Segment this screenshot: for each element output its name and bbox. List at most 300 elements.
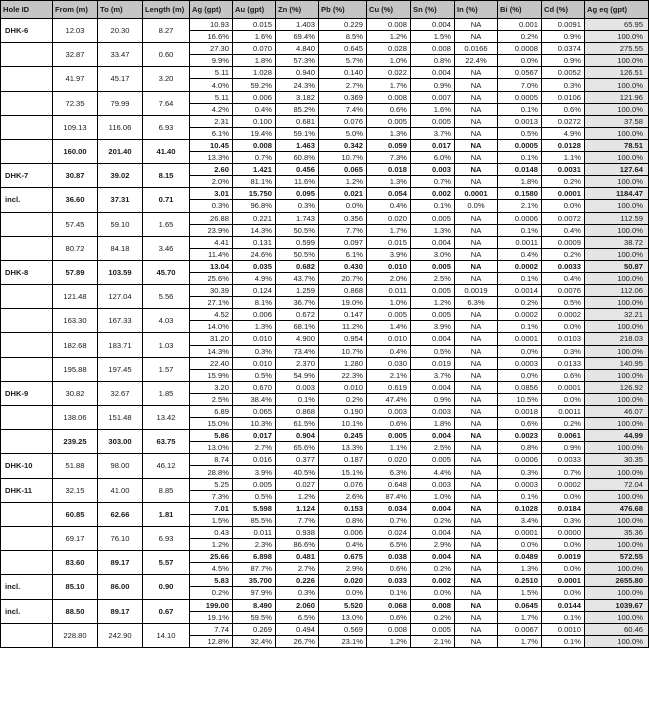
percent-cell-0: 23.9%	[190, 224, 233, 236]
percent-cell-1: 10.3%	[233, 418, 276, 430]
percent-cell-9: 100.0%	[585, 31, 649, 43]
grade-cell-4: 0.028	[367, 43, 411, 55]
grade-cell-4: 0.005	[367, 430, 411, 442]
percent-cell-0: 0.3%	[190, 200, 233, 212]
percent-cell-0: 13.3%	[190, 152, 233, 164]
percent-cell-4: 6.5%	[367, 539, 411, 551]
length-cell: 8.15	[143, 164, 190, 188]
percent-cell-3: 1.2%	[319, 176, 367, 188]
from-cell: 30.82	[53, 381, 98, 405]
grade-cell-0: 7.01	[190, 502, 233, 514]
grade-cell-0: 199.00	[190, 599, 233, 611]
from-cell: 83.60	[53, 551, 98, 575]
grade-cell-9: 30.35	[585, 454, 649, 466]
grade-cell-0: 25.66	[190, 551, 233, 563]
grade-cell-3: 0.021	[319, 188, 367, 200]
percent-cell-2: 2.7%	[276, 563, 319, 575]
length-cell: 1.65	[143, 212, 190, 236]
percent-cell-5: 0.0%	[411, 587, 455, 599]
grade-cell-9: 1039.67	[585, 599, 649, 611]
percent-cell-2: 68.1%	[276, 321, 319, 333]
percent-cell-6: 0.0%	[455, 200, 498, 212]
percent-cell-9: 100.0%	[585, 563, 649, 575]
percent-cell-6: 6.3%	[455, 297, 498, 309]
length-cell: 41.40	[143, 139, 190, 163]
percent-cell-8: 0.9%	[542, 55, 585, 67]
from-cell: 36.60	[53, 188, 98, 212]
grade-cell-3: 0.569	[319, 623, 367, 635]
grade-cell-8: 0.0002	[542, 309, 585, 321]
percent-cell-0: 2.0%	[190, 176, 233, 188]
percent-cell-8: 0.5%	[542, 297, 585, 309]
length-cell: 3.20	[143, 67, 190, 91]
grade-cell-8: 0.0010	[542, 623, 585, 635]
from-cell: 138.06	[53, 406, 98, 430]
percent-cell-5: 0.9%	[411, 79, 455, 91]
hole-id-cell	[1, 623, 53, 647]
percent-cell-5: 1.2%	[411, 297, 455, 309]
length-cell: 8.85	[143, 478, 190, 502]
grade-cell-0: 27.30	[190, 43, 233, 55]
grade-cell-1: 15.750	[233, 188, 276, 200]
grade-cell-4: 0.010	[367, 333, 411, 345]
percent-cell-7: 0.0%	[498, 369, 542, 381]
percent-cell-1: 19.4%	[233, 127, 276, 139]
grade-cell-8: 0.0052	[542, 67, 585, 79]
grade-cell-3: 0.140	[319, 67, 367, 79]
hole-id-cell	[1, 502, 53, 526]
header-bi: Bi (%)	[498, 1, 542, 19]
grade-cell-6: NA	[455, 357, 498, 369]
percent-cell-0: 0.2%	[190, 587, 233, 599]
interval-grade-row	[1, 454, 649, 466]
hole-id-cell	[1, 406, 53, 430]
percent-cell-6: NA	[455, 103, 498, 115]
percent-cell-8: 0.0%	[542, 321, 585, 333]
percent-cell-4: 2.1%	[367, 369, 411, 381]
grade-cell-9: 44.99	[585, 430, 649, 442]
grade-cell-1: 0.131	[233, 236, 276, 248]
grade-cell-8: 0.0184	[542, 502, 585, 514]
interval-grade-row	[1, 43, 649, 55]
interval-grade-row	[1, 623, 649, 635]
percent-cell-2: 61.5%	[276, 418, 319, 430]
grade-cell-5: 0.005	[411, 212, 455, 224]
percent-cell-5: 0.2%	[411, 611, 455, 623]
from-cell: 32.87	[53, 43, 98, 67]
percent-cell-3: 2.9%	[319, 563, 367, 575]
percent-cell-1: 8.1%	[233, 297, 276, 309]
length-cell: 1.85	[143, 381, 190, 405]
percent-cell-3: 10.7%	[319, 345, 367, 357]
percent-cell-8: 0.7%	[542, 466, 585, 478]
percent-cell-0: 19.1%	[190, 611, 233, 623]
percent-cell-2: 59.1%	[276, 127, 319, 139]
hole-id-cell: incl.	[1, 575, 53, 599]
percent-cell-2: 85.2%	[276, 103, 319, 115]
hole-id-cell: DHK-6	[1, 19, 53, 43]
percent-cell-0: 9.9%	[190, 55, 233, 67]
percent-cell-4: 0.1%	[367, 587, 411, 599]
grade-cell-8: 0.0272	[542, 115, 585, 127]
percent-cell-3: 5.7%	[319, 55, 367, 67]
grade-cell-8: 0.0002	[542, 478, 585, 490]
interval-grade-row	[1, 526, 649, 538]
percent-cell-6: NA	[455, 224, 498, 236]
grade-cell-0: 2.60	[190, 164, 233, 176]
percent-cell-2: 50.5%	[276, 224, 319, 236]
grade-cell-0: 5.83	[190, 575, 233, 587]
percent-cell-9: 100.0%	[585, 466, 649, 478]
percent-cell-1: 14.3%	[233, 224, 276, 236]
grade-cell-9: 72.04	[585, 478, 649, 490]
percent-cell-1: 3.9%	[233, 466, 276, 478]
percent-cell-3: 8.5%	[319, 31, 367, 43]
to-cell: 103.59	[98, 260, 143, 284]
grade-cell-5: 0.005	[411, 260, 455, 272]
length-cell: 0.67	[143, 599, 190, 623]
hole-id-cell	[1, 430, 53, 454]
grade-cell-9: 78.51	[585, 139, 649, 151]
grade-cell-1: 0.670	[233, 381, 276, 393]
percent-cell-8: 0.1%	[542, 611, 585, 623]
grade-cell-1: 8.490	[233, 599, 276, 611]
grade-cell-1: 0.006	[233, 91, 276, 103]
grade-cell-3: 0.369	[319, 91, 367, 103]
percent-cell-1: 38.4%	[233, 393, 276, 405]
percent-cell-2: 86.6%	[276, 539, 319, 551]
grade-cell-7: 0.0003	[498, 478, 542, 490]
percent-cell-8: 4.9%	[542, 127, 585, 139]
percent-cell-1: 0.3%	[233, 345, 276, 357]
grade-cell-7: 0.0002	[498, 260, 542, 272]
interval-grade-row	[1, 19, 649, 31]
grade-cell-4: 0.008	[367, 623, 411, 635]
grade-cell-9: 476.68	[585, 502, 649, 514]
grade-cell-5: 0.004	[411, 19, 455, 31]
grade-cell-3: 0.430	[319, 260, 367, 272]
grade-cell-6: NA	[455, 430, 498, 442]
hole-id-cell: incl.	[1, 188, 53, 212]
to-cell: 84.18	[98, 236, 143, 260]
grade-cell-7: 0.0014	[498, 285, 542, 297]
grade-cell-0: 10.45	[190, 139, 233, 151]
grade-cell-3: 0.356	[319, 212, 367, 224]
grade-cell-0: 5.11	[190, 67, 233, 79]
percent-cell-0: 4.2%	[190, 103, 233, 115]
grade-cell-3: 0.020	[319, 575, 367, 587]
percent-cell-3: 0.8%	[319, 514, 367, 526]
grade-cell-5: 0.004	[411, 67, 455, 79]
percent-cell-1: 24.6%	[233, 248, 276, 260]
percent-cell-7: 1.5%	[498, 587, 542, 599]
from-cell: 30.87	[53, 164, 98, 188]
grade-cell-0: 13.04	[190, 260, 233, 272]
percent-cell-8: 1.1%	[542, 152, 585, 164]
grade-cell-9: 112.06	[585, 285, 649, 297]
percent-cell-7: 1.7%	[498, 635, 542, 647]
grade-cell-3: 0.147	[319, 309, 367, 321]
percent-cell-2: 65.6%	[276, 442, 319, 454]
grade-cell-8: 0.0072	[542, 212, 585, 224]
grade-cell-4: 0.008	[367, 91, 411, 103]
grade-cell-9: 126.51	[585, 67, 649, 79]
grade-cell-7: 0.001	[498, 19, 542, 31]
percent-cell-2: 7.7%	[276, 514, 319, 526]
grade-cell-6: NA	[455, 454, 498, 466]
grade-cell-5: 0.004	[411, 381, 455, 393]
percent-cell-5: 1.6%	[411, 103, 455, 115]
percent-cell-7: 1.7%	[498, 611, 542, 623]
grade-cell-3: 0.006	[319, 526, 367, 538]
from-cell: 239.25	[53, 430, 98, 454]
grade-cell-6: NA	[455, 212, 498, 224]
grade-cell-9: 1184.47	[585, 188, 649, 200]
hole-id-cell	[1, 551, 53, 575]
percent-cell-4: 1.3%	[367, 127, 411, 139]
grade-cell-0: 2.31	[190, 115, 233, 127]
grade-cell-3: 0.342	[319, 139, 367, 151]
interval-grade-row	[1, 309, 649, 321]
grade-cell-5: 0.005	[411, 623, 455, 635]
from-cell: 41.97	[53, 67, 98, 91]
to-cell: 39.02	[98, 164, 143, 188]
hole-id-cell	[1, 139, 53, 163]
grade-cell-1: 0.006	[233, 309, 276, 321]
percent-cell-7: 0.6%	[498, 418, 542, 430]
grade-cell-9: 121.96	[585, 91, 649, 103]
grade-cell-1: 0.070	[233, 43, 276, 55]
percent-cell-6: NA	[455, 587, 498, 599]
percent-cell-8: 0.2%	[542, 418, 585, 430]
percent-cell-5: 1.5%	[411, 31, 455, 43]
grade-cell-1: 0.065	[233, 406, 276, 418]
percent-cell-1: 2.7%	[233, 442, 276, 454]
percent-cell-4: 3.9%	[367, 248, 411, 260]
percent-cell-4: 1.4%	[367, 321, 411, 333]
grade-cell-5: 0.008	[411, 599, 455, 611]
grade-cell-0: 22.40	[190, 357, 233, 369]
percent-cell-4: 1.2%	[367, 635, 411, 647]
grade-cell-1: 5.598	[233, 502, 276, 514]
grade-cell-4: 0.033	[367, 575, 411, 587]
percent-cell-8: 0.4%	[542, 272, 585, 284]
percent-cell-9: 100.0%	[585, 442, 649, 454]
percent-cell-3: 15.1%	[319, 466, 367, 478]
header-in: In (%)	[455, 1, 498, 19]
grade-cell-7: 0.0011	[498, 236, 542, 248]
percent-cell-6: NA	[455, 345, 498, 357]
percent-cell-3: 0.0%	[319, 587, 367, 599]
percent-cell-2: 69.4%	[276, 31, 319, 43]
percent-cell-5: 0.9%	[411, 393, 455, 405]
grade-cell-8: 0.0001	[542, 575, 585, 587]
grade-cell-8: 0.0001	[542, 381, 585, 393]
grade-cell-7: 0.0001	[498, 333, 542, 345]
percent-cell-0: 25.6%	[190, 272, 233, 284]
grade-cell-9: 275.55	[585, 43, 649, 55]
grade-cell-9: 126.92	[585, 381, 649, 393]
interval-grade-row	[1, 357, 649, 369]
percent-cell-5: 6.0%	[411, 152, 455, 164]
grade-cell-2: 0.027	[276, 478, 319, 490]
percent-cell-1: 1.6%	[233, 31, 276, 43]
percent-cell-1: 59.2%	[233, 79, 276, 91]
percent-cell-6: NA	[455, 539, 498, 551]
percent-cell-3: 11.2%	[319, 321, 367, 333]
header-cd: Cd (%)	[542, 1, 585, 19]
percent-cell-1: 0.4%	[233, 103, 276, 115]
length-cell: 13.42	[143, 406, 190, 430]
grade-cell-8: 0.0009	[542, 236, 585, 248]
grade-cell-4: 0.005	[367, 309, 411, 321]
hole-id-cell: DHK-11	[1, 478, 53, 502]
to-cell: 116.06	[98, 115, 143, 139]
grade-cell-4: 0.005	[367, 115, 411, 127]
grade-cell-2: 1.259	[276, 285, 319, 297]
grade-cell-2: 1.403	[276, 19, 319, 31]
grade-cell-8: 0.0374	[542, 43, 585, 55]
percent-cell-4: 6.3%	[367, 466, 411, 478]
grade-cell-0: 4.41	[190, 236, 233, 248]
grade-cell-2: 1.124	[276, 502, 319, 514]
percent-cell-5: 2.5%	[411, 272, 455, 284]
grade-cell-2: 0.672	[276, 309, 319, 321]
grade-cell-0: 5.25	[190, 478, 233, 490]
percent-cell-1: 0.5%	[233, 369, 276, 381]
length-cell: 3.46	[143, 236, 190, 260]
percent-cell-8: 0.0%	[542, 587, 585, 599]
interval-grade-row	[1, 164, 649, 176]
percent-cell-0: 2.5%	[190, 393, 233, 405]
grade-cell-2: 0.095	[276, 188, 319, 200]
grade-cell-7: 0.0003	[498, 357, 542, 369]
from-cell: 69.17	[53, 526, 98, 550]
from-cell: 57.45	[53, 212, 98, 236]
length-cell: 63.75	[143, 430, 190, 454]
percent-cell-5: 0.1%	[411, 200, 455, 212]
grade-cell-7: 0.0005	[498, 139, 542, 151]
percent-cell-7: 0.1%	[498, 103, 542, 115]
percent-cell-3: 0.4%	[319, 539, 367, 551]
grade-cell-2: 0.868	[276, 406, 319, 418]
to-cell: 151.48	[98, 406, 143, 430]
grade-cell-7: 0.0148	[498, 164, 542, 176]
to-cell: 32.67	[98, 381, 143, 405]
percent-cell-8: 0.3%	[542, 79, 585, 91]
grade-cell-1: 0.269	[233, 623, 276, 635]
grade-cell-6: NA	[455, 575, 498, 587]
grade-cell-9: 218.03	[585, 333, 649, 345]
grade-cell-3: 0.010	[319, 381, 367, 393]
percent-cell-6: NA	[455, 442, 498, 454]
percent-cell-7: 0.1%	[498, 490, 542, 502]
percent-cell-3: 22.3%	[319, 369, 367, 381]
grade-cell-6: NA	[455, 381, 498, 393]
hole-id-cell	[1, 43, 53, 67]
percent-cell-2: 6.5%	[276, 611, 319, 623]
percent-cell-2: 43.7%	[276, 272, 319, 284]
grade-cell-0: 8.74	[190, 454, 233, 466]
percent-cell-4: 0.6%	[367, 103, 411, 115]
percent-cell-4: 47.4%	[367, 393, 411, 405]
header-pb: Pb (%)	[319, 1, 367, 19]
percent-cell-8: 0.1%	[542, 635, 585, 647]
percent-cell-9: 100.0%	[585, 393, 649, 405]
percent-cell-7: 0.2%	[498, 297, 542, 309]
percent-cell-8: 0.4%	[542, 224, 585, 236]
grade-cell-1: 1.421	[233, 164, 276, 176]
grade-cell-9: 37.58	[585, 115, 649, 127]
grade-cell-1: 35.700	[233, 575, 276, 587]
percent-cell-4: 87.4%	[367, 490, 411, 502]
grade-cell-4: 0.022	[367, 67, 411, 79]
hole-id-cell	[1, 67, 53, 91]
grade-cell-2: 0.938	[276, 526, 319, 538]
grade-cell-0: 7.74	[190, 623, 233, 635]
grade-cell-1: 0.015	[233, 19, 276, 31]
percent-cell-8: 0.2%	[542, 176, 585, 188]
percent-cell-1: 1.3%	[233, 321, 276, 333]
percent-cell-5: 0.5%	[411, 345, 455, 357]
grade-cell-7: 0.0013	[498, 115, 542, 127]
grade-cell-6: NA	[455, 19, 498, 31]
percent-cell-5: 2.9%	[411, 539, 455, 551]
percent-cell-7: 0.5%	[498, 127, 542, 139]
grade-cell-0: 3.01	[190, 188, 233, 200]
percent-cell-6: NA	[455, 466, 498, 478]
length-cell: 0.90	[143, 575, 190, 599]
percent-cell-4: 0.4%	[367, 345, 411, 357]
grade-cell-8: 0.0000	[542, 526, 585, 538]
grade-cell-2: 4.900	[276, 333, 319, 345]
interval-grade-row	[1, 381, 649, 393]
to-cell: 45.17	[98, 67, 143, 91]
grade-cell-3: 0.190	[319, 406, 367, 418]
to-cell: 89.17	[98, 551, 143, 575]
grade-cell-9: 38.72	[585, 236, 649, 248]
grade-cell-1: 6.898	[233, 551, 276, 563]
grade-cell-4: 0.008	[367, 19, 411, 31]
grade-cell-5: 0.008	[411, 43, 455, 55]
hole-id-cell: incl.	[1, 599, 53, 623]
percent-cell-0: 15.0%	[190, 418, 233, 430]
percent-cell-0: 7.3%	[190, 490, 233, 502]
percent-cell-2: 1.2%	[276, 490, 319, 502]
grade-cell-6: NA	[455, 115, 498, 127]
percent-cell-5: 0.7%	[411, 176, 455, 188]
hole-id-cell	[1, 285, 53, 309]
percent-cell-4: 0.6%	[367, 563, 411, 575]
percent-cell-2: 11.6%	[276, 176, 319, 188]
percent-cell-8: 0.0%	[542, 200, 585, 212]
grade-cell-6: NA	[455, 526, 498, 538]
percent-cell-9: 100.0%	[585, 490, 649, 502]
grade-cell-6: NA	[455, 91, 498, 103]
grade-cell-4: 0.619	[367, 381, 411, 393]
percent-cell-2: 73.4%	[276, 345, 319, 357]
percent-cell-2: 26.7%	[276, 635, 319, 647]
grade-cell-7: 0.0489	[498, 551, 542, 563]
percent-cell-9: 100.0%	[585, 297, 649, 309]
header-ag-eq: Ag eq (gpt)	[585, 1, 649, 19]
from-cell: 85.10	[53, 575, 98, 599]
percent-cell-6: NA	[455, 490, 498, 502]
grade-cell-3: 0.076	[319, 478, 367, 490]
grade-cell-1: 0.017	[233, 430, 276, 442]
grade-cell-0: 26.88	[190, 212, 233, 224]
from-cell: 182.68	[53, 333, 98, 357]
